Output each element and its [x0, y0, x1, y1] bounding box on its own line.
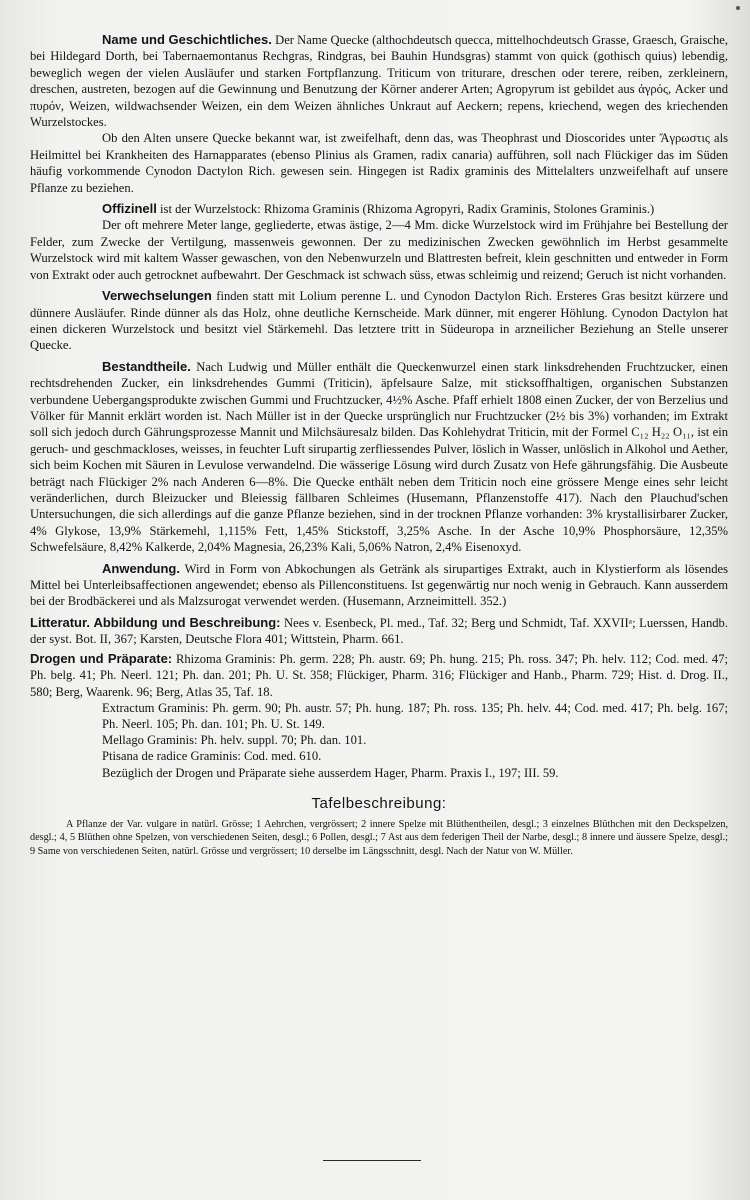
paragraph-text: Rhizoma Graminis: Ph. germ. 228; Ph. austr. 69; Ph. hung. 215; Ph. ross. 347; Ph. helv. 112; Cod. med. 47; Ph. belg. 41; Ph. Neerl. 121; Ph. dan. 201; Ph. U. St. 358; Flückiger, Pharm. 316; Flückiger and Hanb., Pharm. 729; Hist. d. Drog. II., 580; Berg, Waarenk. 96; Berg, Atlas 35, Taf. 18. — [30, 652, 728, 699]
paragraph — [30, 700, 728, 732]
paragraph — [30, 32, 728, 130]
paragraph — [30, 561, 728, 610]
divider-rule — [323, 1160, 421, 1161]
paragraph-text: Wird in Form von Abkochungen als Getränk als sirupartiges Extrakt, auch in Klystierform als lösendes Mittel bei Unterleibsaffectionen angewendet; ebenso als Pillenconstituens. Ist gegenwärtig nur noch wenig in Gebrauch. Kann ausserdem bei der Brodbäckerei und als Malzsurogat verwendet werden. (Husemann, Arzneimittell. 352.) — [30, 561, 728, 609]
paragraph-text: ist der Wurzelstock: Rhizoma Graminis (Rhizoma Agropyri, Radix Graminis, Stolones Graminis.) — [160, 202, 655, 217]
paragraph: Der oft mehrere Meter lange, gegliederte, etwas ästige, 2—4 Mm. dicke Wurzelstock wird im Frühjahre bei Bestellung der Felder, zum Zwecke der Vertilgung, massenweis gewonnen. Der zu medizinischen Zwecken gewöhnlich im Herbst gesammelte Wurzelstock wird mit kaltem Wasser gewaschen, von den Nebenwurzeln und Blattresten befreit, klein geschnitten und entweder in Form von Extrakt oder auch getrocknet aufbewahrt. Der Geschmack ist schwach süss, etwas schleimig und reizend; Geruch ist nicht vorhanden. — [30, 218, 728, 282]
plate-description-text: A Pflanze der Var. vulgare in natürl. Grösse; 1 Aehrchen, vergrössert; 2 innere Spelze mit Blüthentheilen, desgl.; 3 einzelnes Blüthchen mit den Deckspelzen, desgl.; 4, 5 Blüthen ohne Spelzen, von verschiedenen Seiten, desgl.; 6 Pollen, desgl.; 7 Ast aus dem federigen Theil der Narbe, desgl.; 8 innere und äussere Spelze, desgl.; 9 Same von verschiedenen Seiten, natürl. Grösse und vergrössert; 10 derselbe im Längsschnitt, desgl. Nach der Natur von W. Müller. — [30, 818, 728, 858]
paragraph-text: Der Name Quecke (althochdeutsch quecca, mittelhochdeutsch Grasse, Graesch, Graische, bei Hildegard Dorth, bei Tabernaemontanus Rechgras, Rindgras, bei Bauhin Hundsgras) stammt von quick (gothisch quius) lebendig, beweglich wegen der vielen Ausläufer und starken Fortpflanzung. Triticum von triturare, dreschen oder terere, reiben, zerkleinern, dreschen, austreten, bezogen auf die Gewinnung und Benutzung der Körner anderer Arten; Agropyrum ist gebildet aus ἀγρός, Acker und πυρόν, Weizen, wildwachsender Weizen, ein dem Weizen ähnliches Unkraut auf Aeckern; repens, kriechend, wegen des kriechenden Wurzelstockes. — [30, 33, 728, 130]
paragraph-text: finden statt mit Lolium perenne L. und Cynodon Dactylon Rich. Ersteres Gras besitzt kürzere und dünnere Ausläufer. Rinde dünner als das Holz, ohne deutliche Kernscheide. Mark dünner, mit engerer Höhlung. Cynodon Dactylon hat einen dickeren Wurzelstock und besitzt viel Stärkemehl. Das letztere tritt in Südeuropa in arzneilicher Beziehung an Stelle unserer Quecke. — [30, 289, 728, 353]
paragraph — [30, 651, 728, 700]
section-heading: Verwechselungen — [102, 288, 212, 304]
section-heading: Drogen und Präparate: — [30, 651, 173, 667]
paragraph: Mellago Graminis: Ph. helv. suppl. 70; Ph. dan. 101. — [102, 733, 367, 748]
section-official — [30, 201, 728, 283]
section-heading: Litteratur. Abbildung und Beschreibung: — [30, 614, 281, 630]
section-confusions — [30, 288, 728, 354]
plate-description-title: Tafelbeschreibung: — [311, 794, 447, 812]
section-heading: Name und Geschichtliches. — [102, 32, 272, 47]
section-heading: Offizinell — [102, 201, 157, 217]
paragraph — [30, 615, 728, 647]
scan-dot — [736, 6, 740, 10]
paragraph: Bezüglich der Drogen und Präparate siehe ausserdem Hager, Pharm. Praxis I., 197; III. 59. — [102, 765, 559, 780]
section-heading: Bestandtheile. — [102, 358, 191, 374]
section-name-history — [30, 32, 728, 196]
section-drugs-preparations — [30, 651, 728, 781]
section-constituents — [30, 359, 728, 556]
paragraph-text: Nees v. Esenbeck, Pl. med., Taf. 32; Berg und Schmidt, Taf. XXVIIᵃ; Luerssen, Handb. der syst. Bot. II, 367; Karsten, Deutsche Flora 401; Wittstein, Pharm. 661. — [30, 615, 728, 647]
paragraph-text: Extractum Graminis: Ph. germ. 90; Ph. austr. 57; Ph. hung. 187; Ph. ross. 135; Ph. helv. 44; Cod. med. 417; Ph. belg. 167; Ph. Neerl. 105; Ph. dan. 101; Ph. U. St. 149. — [102, 700, 728, 732]
paragraph: Ptisana de radice Graminis: Cod. med. 610. — [102, 749, 322, 764]
section-application — [30, 561, 728, 610]
section-literature — [30, 615, 728, 647]
paragraph — [30, 359, 728, 556]
paragraph-text: Nach Ludwig und Müller enthält die Queckenwurzel einen stark linksdrehenden Fruchtzucker, einen rechtsdrehenden Zucker, ein linksdrehendes Gummi (Triticin), äpfelsaure Salze, mit sticksoffhaltigen, organischen Substanzen verbundene Uebergangsprodukte zwischen Gummi und Fruchtzucker, 4½% Asche. Pfaff erhielt 1808 einen Zucker, der von Berzelius und Völker für Mannit erklärt worden ist. Nach Müller ist in der Quecke ursprünglich nur Fruchtzucker (2½ bis 3%) vorhanden; im Extrakt soll sich jedoch durch Gährungsprozesse Mannit und Milchsäuresalz bilden. Das Kohlehydrat Triticin, mit der Formel C₁₂ H₂₂ O₁₁, ist ein geruch- und geschmackloses, weisses, in feuchter Luft sirupartig zerfliessendes Pulver, löslich in Wasser, unlöslich in Alkohol und Aether, sich beim Kochen mit Säuren in Levulose verwandelnd. Die wässerige Lösung wird durch Zusatz von Hefe gährungsfähig. Die Ausbeute beträgt nach Flückiger 2% nach Anderen 6—8%. Die Quecke enthält neben dem Triticin noch eine grössere Menge eines sehr leicht veränderlichen, durch Bleizucker und Bleiessig fällbaren Schleimes (Husemann, Pflanzenstoffe 417). Nach den Plauchud'schen Untersuchungen, die sich allerdings auf die ganze Pflanze beziehen, sind in der trocknen Pflanze vorhanden: 3% krystallisirbarer Zucker, 4% Glykose, 13,9% Stärkemehl, 1,115% Fett, 1,45% Stickstoff, 3,25% Asche. In der Asche 10,9% Phosphorsäure, 12,35% Schwefelsäure, 8,42% Kalkerde, 2,04% Magnesia, 26,23% Kali, 5,06% Natron, 2,4% Eisenoxyd. — [30, 359, 728, 555]
paragraph: Ob den Alten unsere Quecke bekannt war, ist zweifelhaft, denn das, was Theophrast und Dioscorides unter Ἄγρωστις als Heilmittel bei Krankheiten des Harnapparates (ebenso Plinius als Gramen, radix canaria) aufführen, soll nach Flückiger das im Süden häufig vorkommende Cynodon Dactylon Rich. gewesen sein. Hingegen ist Radix graminis des Mittelalters unzweifelhaft auf unsere Pflanze zu beziehen. — [30, 131, 728, 195]
paragraph — [30, 201, 728, 217]
section-heading: Anwendung. — [102, 560, 180, 576]
paragraph — [30, 288, 728, 354]
